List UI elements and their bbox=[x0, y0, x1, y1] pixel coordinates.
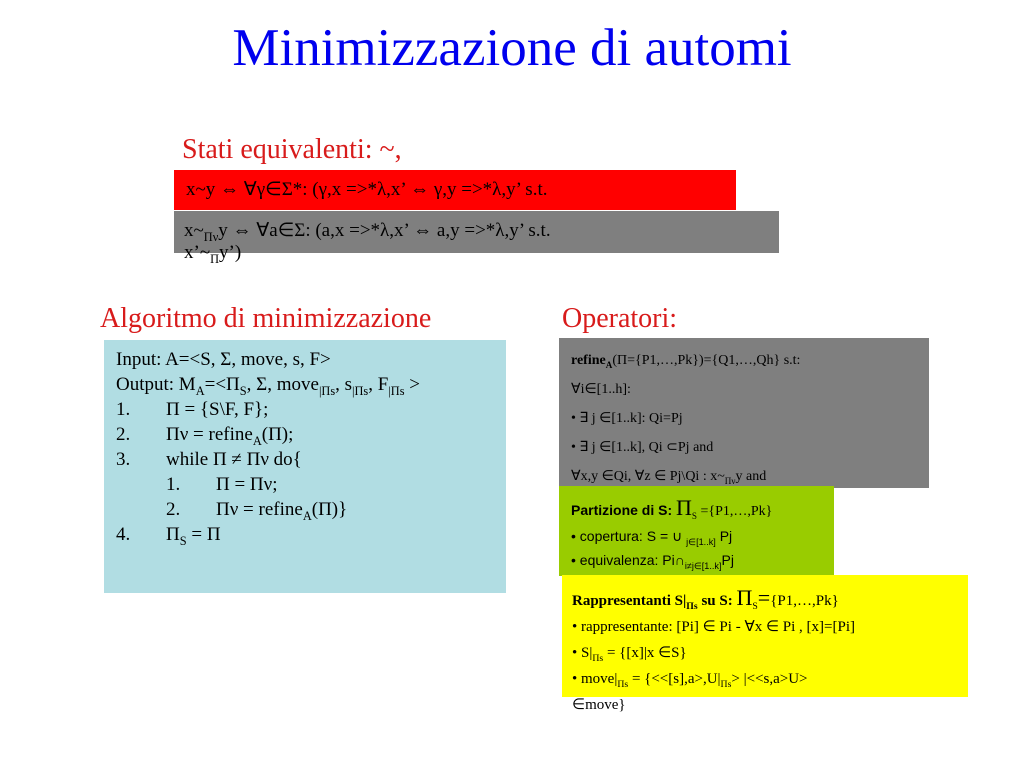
refine-condition-1: • ∃ j ∈[1..k]: Qi=Pj bbox=[571, 411, 683, 426]
nu-equivalence-line-2 bbox=[184, 242, 779, 264]
partition-coverage bbox=[571, 524, 834, 548]
subscript-text: S bbox=[239, 383, 247, 398]
subscript-text: S bbox=[752, 601, 758, 612]
subscript-text: i≠j∈[1..k] bbox=[684, 560, 722, 571]
subscript-text: j∈[1..k] bbox=[686, 536, 716, 547]
subscript-text: A bbox=[605, 359, 613, 370]
text-run: {P1,…,Pk} bbox=[770, 593, 839, 609]
text-run: Pj bbox=[721, 552, 734, 568]
step-text bbox=[166, 424, 294, 448]
text-run: while Π ≠ Πν do{ bbox=[166, 449, 302, 470]
quotient-move-definition bbox=[572, 666, 968, 692]
step-number: 4. bbox=[116, 524, 131, 545]
text-run: (Π); bbox=[261, 424, 294, 445]
text-run: Rappresentanti S| bbox=[572, 593, 687, 609]
step-number: 3. bbox=[116, 449, 131, 470]
text-run: Πν = refine bbox=[216, 499, 303, 520]
algorithm-step-1 bbox=[116, 397, 506, 422]
text-run: Pj bbox=[715, 528, 733, 544]
step-number: 1. bbox=[166, 474, 181, 495]
equivalence-definition-box bbox=[174, 170, 736, 210]
text-run: Π = Πν; bbox=[216, 474, 278, 495]
operators-heading: Operatori: bbox=[562, 303, 678, 334]
subscript-text: A bbox=[252, 433, 262, 448]
algorithm-heading: Algoritmo di minimizzazione bbox=[100, 303, 432, 334]
text-run: ∀x,y ∈Qi, ∀z ∈ Pj\Qi : x~ bbox=[571, 469, 725, 484]
step-text bbox=[166, 399, 268, 420]
partition-box bbox=[559, 486, 834, 576]
subscript-text: Πν bbox=[203, 229, 219, 244]
algorithm-step-3 bbox=[116, 447, 506, 472]
subscript-text: Πs bbox=[686, 601, 698, 612]
subscript-text: |Πs bbox=[352, 383, 369, 398]
subscript-text: A bbox=[302, 508, 312, 523]
text-run: y’) bbox=[219, 242, 242, 263]
slide-title: Minimizzazione di automi bbox=[232, 19, 792, 77]
partition-heading bbox=[571, 496, 834, 524]
algorithm-step-2 bbox=[116, 422, 506, 447]
representative-definition: • rappresentante: [Pi] ∈ Pi - ∀x ∈ Pi , [x]=[Pi] bbox=[572, 619, 855, 635]
text-run: Π = {S\F, F}; bbox=[166, 399, 269, 420]
subscript-text: A bbox=[195, 383, 205, 398]
text-run: , s bbox=[335, 374, 353, 395]
refine-condition-2: • ∃ j ∈[1..k], Qi ⊂Pj and bbox=[571, 440, 714, 455]
text-run: = bbox=[757, 585, 771, 610]
equivalence-definition-text: x~y ⇔ ∀γ∈Σ*: (γ,x =>*λ,x’ ⇔ γ,y =>*λ,y’ s.t. bbox=[186, 179, 548, 200]
text-run: su S: bbox=[697, 593, 737, 609]
text-run: , Σ, move bbox=[246, 374, 319, 395]
text-run: • equivalenza: Pi∩ bbox=[571, 552, 685, 568]
partition-heading-label: Partizione di S: bbox=[571, 502, 677, 518]
subscript-text: Πs bbox=[592, 653, 604, 664]
text-run: refine bbox=[571, 353, 606, 368]
algorithm-output bbox=[116, 372, 506, 397]
representatives-box bbox=[562, 575, 968, 713]
text-run: Πν = refine bbox=[166, 424, 253, 445]
text-run: > |<<s,a>U> bbox=[731, 671, 808, 687]
text-run: • move| bbox=[572, 671, 618, 687]
subscript-text: Πs bbox=[617, 679, 629, 690]
text-run: • S| bbox=[572, 645, 593, 661]
text-run: y ⇔ ∀a∈Σ: (a,x =>*λ,x’ ⇔ a,y =>*λ,y’ s.t. bbox=[218, 220, 551, 241]
text-run: (Π)} bbox=[311, 499, 348, 520]
algorithm-step-4 bbox=[116, 522, 506, 547]
text-run: Π bbox=[736, 585, 753, 610]
step-text bbox=[216, 474, 278, 495]
nu-equivalence-line-1 bbox=[184, 220, 779, 242]
partition-heading-value: {P1,…,Pk} bbox=[708, 504, 773, 519]
step-text bbox=[216, 499, 348, 523]
refine-quantifier: ∀i∈[1..h]: bbox=[571, 382, 631, 397]
refine-operator-box bbox=[559, 338, 929, 488]
text-run: Π bbox=[676, 495, 692, 520]
nu-equivalence-definition-box bbox=[174, 211, 779, 266]
text-run: Π bbox=[166, 524, 180, 545]
subscript-text: Πν bbox=[724, 475, 736, 486]
subscript-text: S bbox=[691, 510, 697, 521]
text-run: Output: M bbox=[116, 374, 196, 395]
algorithm-step-3-2 bbox=[116, 497, 506, 522]
subscript-text: |Πs bbox=[388, 383, 405, 398]
quotient-move-definition-cont: ∈move} bbox=[572, 697, 626, 713]
stati-equivalenti-heading: Stati equivalenti: ~, bbox=[182, 134, 402, 165]
text-run: (Π={P1,…,Pk})={Q1,…,Qh} s.t: bbox=[612, 353, 801, 368]
text-run: y and bbox=[735, 469, 767, 484]
text-run: , F bbox=[368, 374, 389, 395]
text-run: = {[x]|x ∈S} bbox=[603, 645, 687, 661]
text-run: =<Π bbox=[204, 374, 240, 395]
step-text bbox=[166, 449, 302, 470]
step-text bbox=[166, 524, 221, 548]
step-number: 2. bbox=[116, 424, 131, 445]
quotient-set-definition bbox=[572, 640, 968, 666]
text-run: x~ bbox=[184, 220, 204, 241]
algorithm-input: Input: A=<S, Σ, move, s, F> bbox=[116, 349, 331, 370]
subscript-text: Π bbox=[210, 251, 220, 266]
refine-definition bbox=[571, 346, 929, 375]
subscript-text: S bbox=[179, 533, 187, 548]
subscript-text: Πs bbox=[720, 679, 732, 690]
partition-equivalence bbox=[571, 548, 834, 572]
step-number: 2. bbox=[166, 499, 181, 520]
text-run: = Π bbox=[186, 524, 221, 545]
algorithm-box bbox=[104, 340, 506, 593]
refine-condition-2-detail bbox=[571, 462, 929, 488]
text-run: x’~ bbox=[184, 242, 211, 263]
text-run: > bbox=[404, 374, 420, 395]
step-number: 1. bbox=[116, 399, 131, 420]
text-run: = bbox=[696, 504, 709, 519]
algorithm-step-3-1 bbox=[116, 472, 506, 497]
subscript-text: |Πs bbox=[318, 383, 336, 398]
representatives-heading bbox=[572, 585, 968, 614]
partition-heading-formula bbox=[676, 495, 709, 521]
text-run: • copertura: S = ∪ bbox=[571, 528, 687, 544]
text-run: = {<<[s],a>,U| bbox=[628, 671, 721, 687]
